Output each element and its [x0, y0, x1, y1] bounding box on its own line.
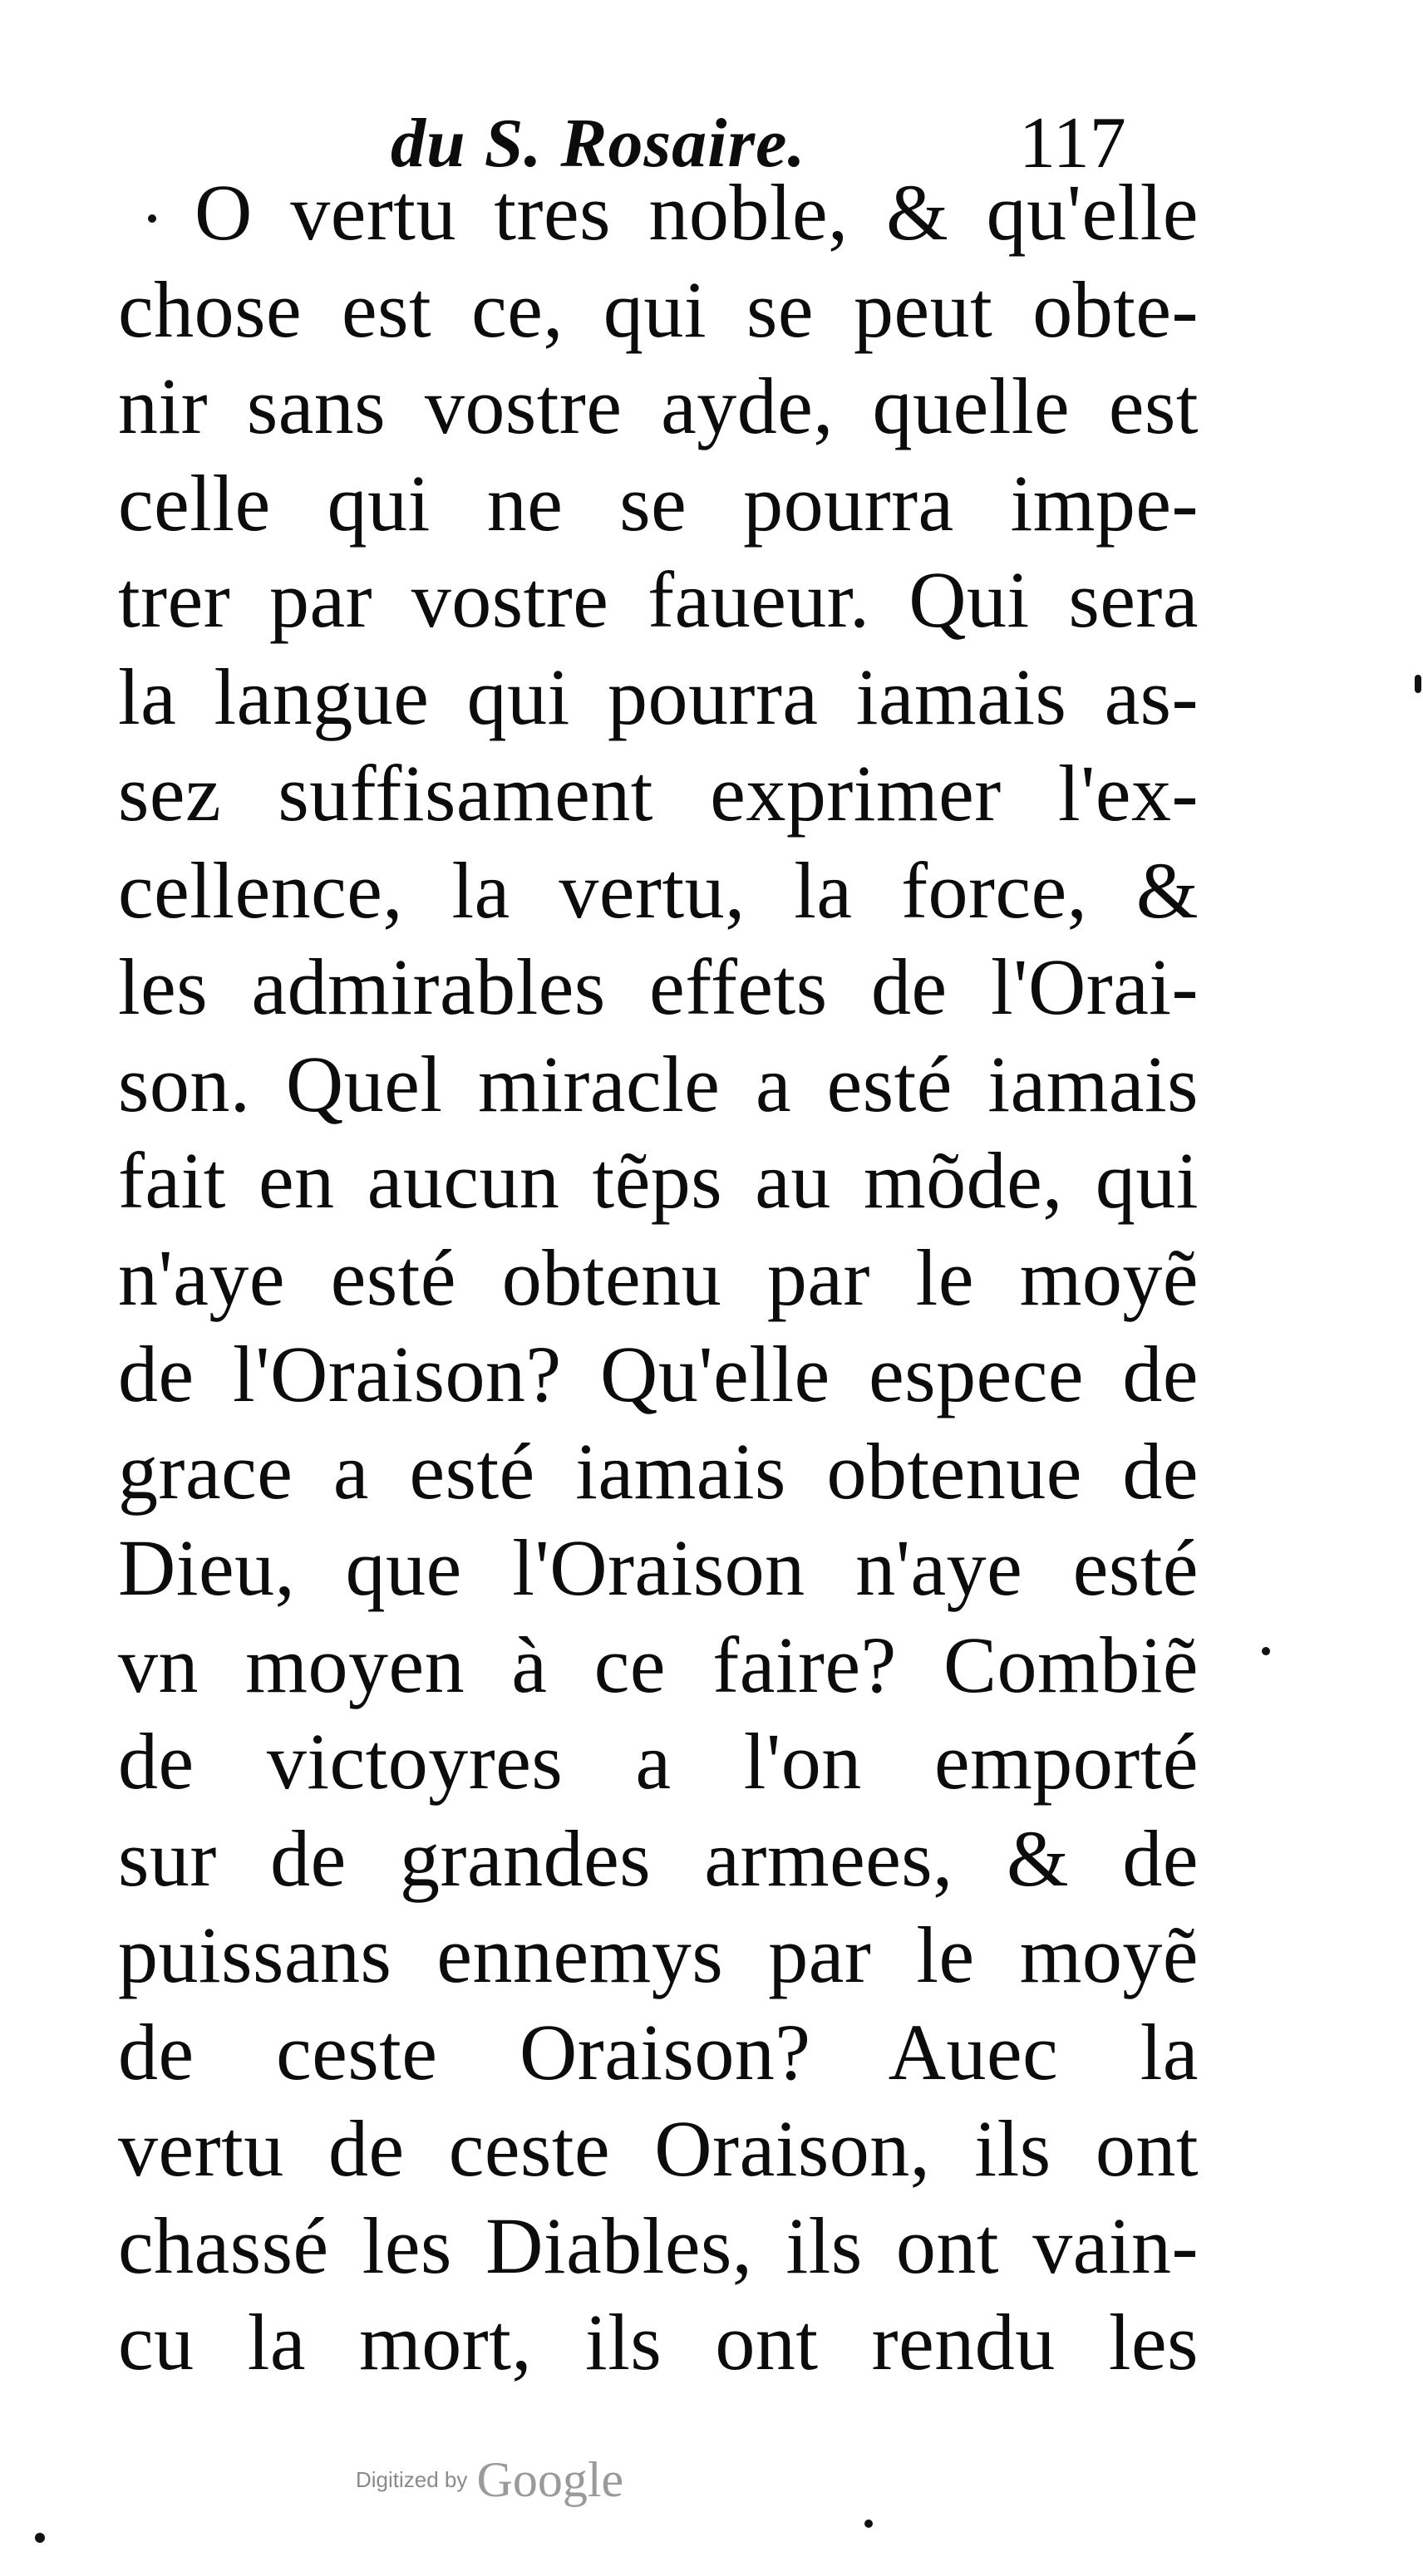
text-line: sez suffisament exprimer l'ex- — [118, 749, 1199, 838]
text-line: vn moyen à ce faire? Combiẽ — [118, 1620, 1199, 1709]
text-line: puissans ennemys par le moyẽ — [118, 1910, 1199, 1999]
text-line: chassé les Diables, ils ont vain- — [118, 2200, 1199, 2290]
text-line: n'aye esté obtenu par le moyẽ — [118, 1232, 1199, 1322]
text-line: chose est ce, qui se peut obte- — [118, 264, 1199, 354]
text-line: de victoyres a l'on emporté — [118, 1717, 1199, 1806]
ink-speck — [1262, 1647, 1270, 1655]
text-line: cellence, la vertu, la force, & — [118, 845, 1199, 935]
digitized-by-label: Digitized by — [356, 2467, 468, 2492]
ink-speck — [864, 2519, 873, 2528]
text-line: cu la mort, ils ont rendu les — [118, 2298, 1199, 2387]
page-footer — [0, 2451, 1423, 2518]
text-line: vertu de ceste Oraison, ils ont — [118, 2104, 1199, 2193]
google-wordmark: Google — [476, 2452, 624, 2507]
text-line: de ceste Oraison? Auec la — [118, 2007, 1199, 2097]
ink-speck — [1415, 675, 1421, 693]
text-line: O vertu tres noble, & qu'elle — [194, 168, 1199, 257]
text-line: les admirables effets de l'Orai- — [118, 942, 1199, 1031]
ink-speck — [148, 214, 156, 223]
text-line: trer par vostre faueur. Qui sera — [118, 555, 1199, 644]
page-body-text — [118, 165, 1199, 2392]
text-line: Dieu, que l'Oraison n'aye esté — [118, 1523, 1199, 1612]
page-number: 117 — [1019, 103, 1126, 184]
text-line: de l'Oraison? Qu'elle espece de — [118, 1330, 1199, 1418]
digitized-by-watermark — [356, 2451, 623, 2509]
text-line: grace a esté iamais obtenue de — [118, 1426, 1199, 1516]
text-line: fait en aucun tẽps au mõde, qui — [118, 1136, 1199, 1225]
text-line: sur de grandes armees, & de — [118, 1813, 1199, 1903]
text-line: celle qui ne se pourra impe- — [118, 458, 1199, 548]
text-line: la langue qui pourra iamais as- — [118, 651, 1199, 741]
running-title: du S. Rosaire. — [391, 105, 806, 182]
text-line: nir sans vostre ayde, quelle est — [118, 361, 1199, 450]
text-line: son. Quel miracle a esté iamais — [118, 1039, 1199, 1128]
ink-speck — [35, 2533, 45, 2543]
